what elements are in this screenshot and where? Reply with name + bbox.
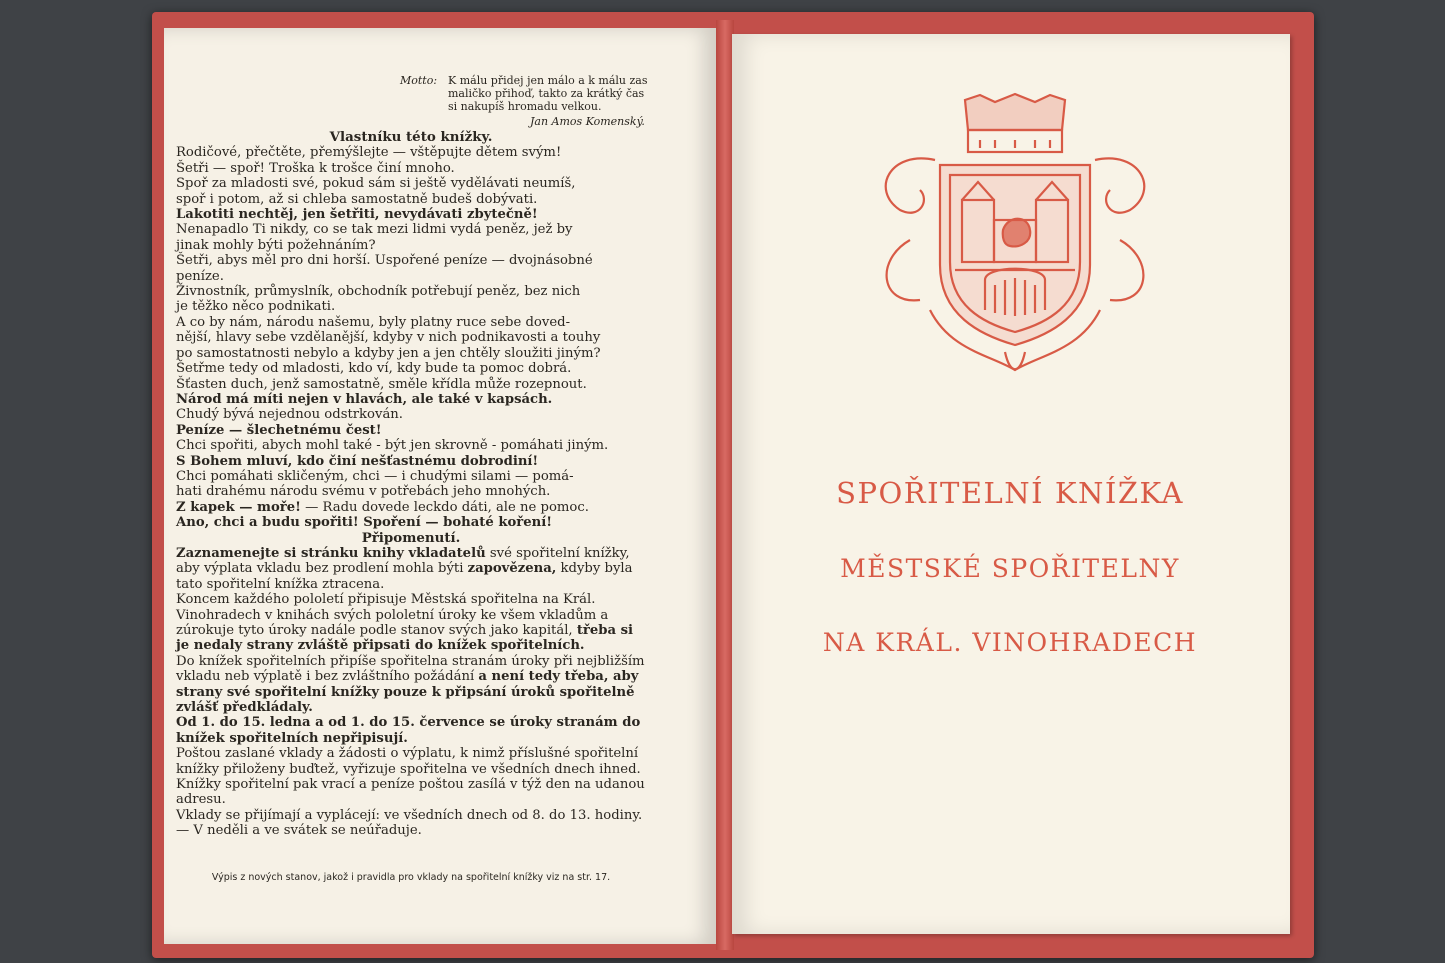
text-line: Spoř za mladosti své, pokud sám si ještě vydělávati neumíš, (176, 176, 576, 192)
text-line: Chci spořiti, abych mohl také - být jen skrovně - pomáhati jiným. (176, 438, 609, 454)
bold-line: Národ má míti nejen v hlavách, ale také v kapsách. (176, 391, 553, 407)
bold-line: Lakotiti nechtěj, jen šetřiti, nevydávati zbytečně! (176, 207, 538, 223)
text-line: Rodičové, přečtěte, přemýšlejte — vštěpujte dětem svým! (176, 145, 562, 161)
bold-line: Peníze — šlechetnému čest! (176, 422, 382, 438)
paragraph: Vklady se přijímají a vyplácejí: ve všedních dnech od 8. do 13. hodiny. — V neděli a ve svátek se neúřaduje. (176, 807, 643, 839)
coat-of-arms-icon (870, 90, 1160, 380)
motto-line: si nakupíš hromadu velkou. (448, 100, 602, 113)
text-line: Nenapadlo Ti nikdy, co se tak mezi lidmi vydá peněz, jež by (176, 222, 573, 238)
motto-text (448, 74, 688, 113)
left-page-text (176, 130, 646, 839)
text-line: Šťasten duch, jenž samostatně, směle křídla může rozepnout. (176, 376, 587, 392)
text-line: A co by nám, národu našemu, byly platny ruce sebe doved- (176, 314, 571, 330)
paragraph: Od 1. do 15. ledna a od 1. do 15. července se úroky stranám do knížek spořitelních nepřipisují. (176, 715, 641, 746)
paragraph (176, 546, 646, 592)
bold-fragment: a není tedy třeba, aby strany své spořitelní knížky pouze k připsání úroků spořitelně zvlášť předkládaly. (176, 669, 639, 716)
text-line: nější, hlavy sebe vzdělanější, kdyby v nich podnikavosti a touhy (176, 330, 601, 346)
text-fragment: kdyby byla tato spořitelní knížka ztracena. (176, 561, 633, 592)
text-line: peníze. (176, 268, 224, 284)
bold-fragment: Zaznamenejte si stránku knihy vkladatelů (176, 545, 486, 561)
motto-author: Jan Amos Komenský. (530, 115, 645, 128)
paragraph (176, 654, 646, 716)
footnote: Výpis z nových stanov, jakož i pravidla pro vklady na spořitelní knížky viz na str. 17. (211, 872, 611, 883)
text-line: Chci pomáhati skličeným, chci — i chudými silami — pomá- (176, 468, 574, 484)
text-fragment: své spořitelní knížky, aby výplata vkladu bez prodlení mohla býti (176, 545, 630, 577)
text-line: Chudý bývá nejednou odstrkován. (176, 407, 403, 423)
motto-line: K málu přidej jen málo a k málu zas (448, 74, 648, 87)
text-fragment: Koncem každého pololetí připisuje Městská spořitelna na Král. Vinohradech v knihách svých pololetní úroky ke všem vkladům a zúrokuje tyto úroky nadále podle stanov svých jako kapitál, (176, 592, 609, 638)
heading-owner: Vlastníku této knížky. (329, 129, 493, 145)
text-line: Šetři — spoř! Troška k trošce činí mnoho. (176, 160, 455, 176)
title-location: NA KRÁL. VINOHRADECH (822, 628, 1198, 657)
motto-line: maličko přihoď, takto za krátký čas (448, 87, 645, 100)
title-municipal-savings-bank: MĚSTSKÉ SPOŘITELNY (840, 554, 1180, 583)
bold-fragment: třeba si je nedaly strany zvláště připsati do knížek spořitelních. (176, 623, 634, 654)
text-line: po samostatnosti nebylo a kdyby jen a jen chtěly sloužiti jiným? (176, 345, 601, 361)
mixed-line (176, 500, 646, 515)
text-line: je těžko něco podnikati. (176, 299, 336, 315)
bold-line: S Bohem mluví, kdo činí nešťastnému dobrodiní! (176, 453, 539, 469)
paragraph (176, 592, 646, 654)
text-line: spoř i potom, až si chleba samostatně budeš dobývati. (176, 191, 538, 207)
bold-fragment: zapovězena, (467, 561, 557, 577)
text-line: hati drahému národu svému v potřebách jeho mnohých. (176, 484, 551, 500)
heading-reminder: Připomenutí. (361, 529, 461, 546)
bold-fragment: Z kapek — moře! (176, 499, 301, 515)
motto-label: Motto: (400, 74, 438, 87)
text-line: Šetřme tedy od mladosti, kdo ví, kdy bude ta pomoc dobrá. (176, 361, 572, 377)
text-line: jinak mohly býti požehnáním? (176, 237, 376, 253)
title-savings-book: SPOŘITELNÍ KNÍŽKA (836, 476, 1184, 510)
paragraph: Poštou zaslané vklady a žádosti o výplatu, k nimž příslušné spořitelní knížky přiloženy buďtež, vyřizuje spořitelna ve všedních dnech ihned. Knížky spořitelní pak vrací a peníze poštou zasílá v týž den na udanou adresu. (176, 746, 645, 808)
text-fragment: Do knížek spořitelních připíše spořitelna stranám úroky při nejbližším vkladu neb výplatě i bez zvláštního požádání (176, 653, 645, 685)
text-line: Živnostník, průmyslník, obchodník potřebují peněz, bez nich (176, 284, 581, 300)
text-line: Šetři, abys měl pro dni horší. Uspořené peníze — dvojnásobné (176, 253, 593, 269)
text-fragment: — Radu dovede leckdo dáti, ale ne pomoc. (300, 499, 589, 515)
bold-line: Ano, chci a budu spořiti! Spoření — bohaté koření! (176, 515, 552, 531)
